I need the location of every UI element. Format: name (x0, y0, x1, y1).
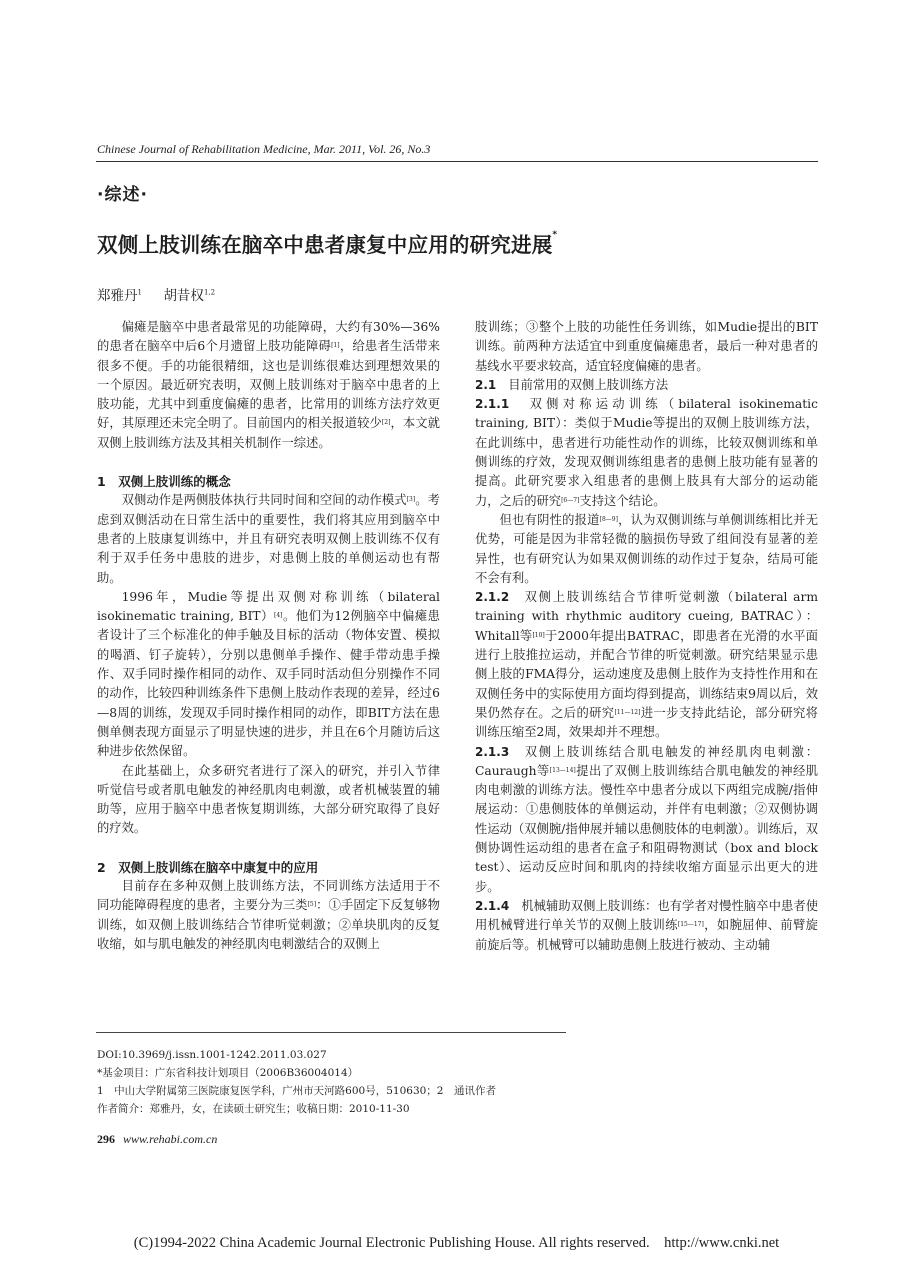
page-number: 296 (97, 1132, 115, 1146)
citation-ref: [4] (274, 612, 283, 620)
paragraph-text: 双侧上肢训练结合肌电触发的神经肌肉电刺激：Cauraugh等 (475, 744, 818, 778)
footnote-rule (96, 1032, 566, 1033)
paragraph-text: 双侧动作是两侧肢体执行共同时间和空间的动作模式 (121, 493, 407, 508)
journal-header: Chinese Journal of Rehabilitation Medicine, Mar. 2011, Vol. 26, No.3 (97, 142, 431, 156)
citation-ref: [13—14] (549, 766, 576, 774)
footnotes (97, 1046, 817, 1118)
citation-ref: [1] (331, 342, 340, 350)
article-title (97, 228, 817, 258)
funding-footnote: *基金项目：广东省科技计划项目（2006B36004014） (97, 1067, 359, 1079)
section-tag: ·综述· (97, 185, 148, 205)
subsection-number: 2.1.2 (475, 590, 525, 605)
author-name: 胡昔权 (163, 288, 204, 304)
body-paragraph (97, 491, 440, 587)
paragraph-text: 进一步支持此结论，部分研究将训练压缩至2周，效果却并不理想。 (475, 705, 818, 740)
body-paragraph (475, 511, 818, 588)
paragraph-text: 于2000年提出BATRAC，即患者在光滑的水平面进行上肢推拉运动，并配合节律的听觉刺激。研究结果显示患侧上肢的FMA得分，运动速度及患侧上肢作为支持性作用和在双侧任务中的实际使用方面均得到提高，训练结束9周以后，效果仍然存在。之后的研究 (475, 628, 818, 720)
left-column (97, 318, 440, 954)
right-column (475, 318, 818, 955)
section-spacer (97, 453, 440, 472)
paragraph-text: 提出了双侧上肢训练结合肌电触发的神经肌肉电刺激的训练方法。慢性卒中患者分成以下两组完成腕/指伸展运动：①患侧肢体的单侧运动，并伴有电刺激；②双侧协调性运动（双侧腕/指伸展并辅以患侧肢体的电刺激）。训练后，双侧协调性运动组的患者在盒子和阻碍物测试（box and block test）、运动反应时间和肌肉的持续收缩方面显示出更大的进步。 (475, 763, 818, 894)
paragraph-text: 。他们为12例脑卒中偏瘫患者设计了三个标准化的伸手触及目标的活动（物体安置、模拟的喝酒、钉子旋转），分别以患侧单手操作、健手带动患手操作、双手同时操作相同的动作、双手同时活动但分别操作不同的动作，比较四种训练条件下患侧上肢动作表现的差异，经过6—8周的训练，发现双手同时操作相同的动作，即BIT方法在患侧单侧表现方面显示了明显快速的进步，并且在6个月随访后这种进步依然保留。 (97, 609, 440, 759)
subsection-number: 2.1.4 (475, 898, 522, 913)
paragraph-text: 偏瘫是脑卒中患者最常见的功能障碍，大约有30%—36%的患者在脑卒中后6个月遗留上肢功能障碍 (97, 320, 440, 354)
paragraph-text: 双侧对称运动训练（bilateral isokinematic training, BIT）：类似于Mudie等提出的双侧上肢训练方法，在此训练中，患者进行功能性动作的训练，比较双侧训练和单侧训练的疗效，发现双侧训练组患者的患侧上肢功能有显著的提高。此研究要求入组患者的患侧上肢具有大部分的运动能力，之后的研究 (475, 397, 818, 508)
citation-ref: [15—17] (677, 921, 704, 929)
site-url: www.rehabi.com.cn (123, 1132, 218, 1146)
body-paragraph (97, 588, 440, 762)
affiliation-footnote: 1 中山大学附属第三医院康复医学科，广州市天河路600号，510630；2 通讯作者 (97, 1085, 496, 1097)
subsection-number: 2.1.1 (475, 397, 530, 412)
subsection-paragraph (475, 588, 818, 742)
header-rule (96, 161, 818, 162)
article-title-text: 双侧上肢训练在脑卒中患者康复中应用的研究进展 (97, 233, 553, 257)
paragraph-text: 双侧上肢训练结合节律听觉刺激（bilateral arm training with rhythmic auditory cueing, BATRAC）：Whitall等 (475, 590, 818, 643)
subsection-paragraph (475, 897, 818, 955)
paragraph-text: 。考虑到双侧活动在日常生活中的重要性，我们将其应用到脑卒中患者的上肢康复训练中，并且有研究表明双侧上肢训练不仅有利于双手任务中患肢的进步，对患侧上肢的单侧运动也有帮助。 (97, 493, 440, 585)
citation-ref: [10] (532, 631, 545, 639)
title-footnote-mark: * (552, 230, 558, 240)
author-name: 郑雅丹 (97, 288, 138, 304)
subsection-paragraph (475, 395, 818, 511)
paragraph-text: 机械辅助双侧上肢训练：也有学者对慢性脑卒中患者使用机械臂进行单关节的双侧上肢训练 (475, 898, 818, 933)
body-paragraph (97, 318, 440, 453)
subsection-number: 2.1 (475, 377, 509, 392)
copyright-line: (C)1994-2022 China Academic Journal Electronic Publishing House. All rights reserved. http://www.cnki.net (133, 1235, 780, 1251)
paragraph-text: ：①手固定下反复够物训练，如双侧上肢训练结合节律听觉刺激；②单块肌肉的反复收缩，如与肌电触发的神经肌肉电刺激结合的双侧上 (97, 898, 440, 951)
paragraph-text: ，认为双侧训练与单侧训练相比并无优势，可能是因为非常轻微的脑损伤导致了组间没有显著的差异性，也有研究认为如果双侧训练的动作过于复杂，结局可能不会有利。 (475, 512, 818, 585)
paragraph-text: 在此基础上，众多研究者进行了深入的研究，并引入节律听觉信号或者肌电触发的神经肌肉电刺激，或者机械装置的辅助等，应用于脑卒中患者恢复期训练，大部分研究取得了良好的疗效。 (97, 763, 440, 836)
paragraph-text: ，本文就双侧上肢训练方法及其相关机制作一综述。 (97, 416, 440, 450)
paragraph-text: ，如腕屈伸、前臂旋前旋后等。机械臂可以辅助患侧上肢进行被动、主动辅 (475, 918, 818, 952)
paragraph-text: 1996年，Mudie等提出双侧对称训练（bilateral isokinematic training, BIT） (97, 589, 440, 624)
paragraph-text: 但也有阴性的报道 (499, 512, 600, 527)
doi-footnote: DOI:10.3969/j.issn.1001-1242.2011.03.027 (97, 1049, 327, 1061)
author-info-footnote: 作者简介：郑雅丹，女，在读硕士研究生；收稿日期：2010-11-30 (97, 1103, 410, 1115)
paragraph-text: 支持这个结论。 (579, 493, 666, 508)
body-paragraph (475, 318, 818, 376)
subsection-number: 2.1.3 (475, 744, 525, 759)
citation-ref: [6—7] (561, 496, 580, 504)
section-spacer (97, 839, 440, 858)
author-line (97, 284, 215, 304)
subsection-paragraph (475, 376, 818, 395)
section-heading: 1 双侧上肢训练的概念 (97, 474, 231, 490)
paragraph-text: 肢训练；③整个上肢的功能性任务训练，如Mudie提出的BIT训练。前两种方法适宜中到重度偏瘫患者，最后一种对患者的基线水平要求较高，适宜轻度偏瘫的患者。 (475, 320, 818, 373)
author-affiliation: 1 (137, 288, 142, 297)
body-paragraph (97, 762, 440, 839)
paragraph-text: ，给患者生活带来很多不便。手的功能很精细，这也是训练很难达到理想效果的一个原因。最近研究表明，双侧上肢训练对于脑卒中患者的上肢功能，尤其中到重度偏瘫的患者，比常用的训练方法疗效更好，其原理还未完全明了。目前国内的相关报道较少 (97, 339, 440, 431)
body-paragraph (97, 877, 440, 954)
paragraph-text: 目前常用的双侧上肢训练方法 (508, 377, 669, 392)
author-affiliation: 1,2 (203, 288, 216, 297)
citation-ref: [11—12] (614, 708, 641, 716)
page-footer (97, 1132, 217, 1147)
section-heading: 2 双侧上肢训练在脑卒中康复中的应用 (97, 859, 319, 875)
citation-ref: [2] (381, 419, 391, 427)
paragraph-text: 目前存在多种双侧上肢训练方法，不同训练方法适用于不同功能障碍程度的患者，主要分为三类 (97, 879, 440, 913)
citation-ref: [5] (307, 901, 317, 909)
citation-ref: [3] (406, 496, 416, 504)
citation-ref: [8—9] (599, 515, 618, 523)
subsection-paragraph (475, 743, 818, 897)
